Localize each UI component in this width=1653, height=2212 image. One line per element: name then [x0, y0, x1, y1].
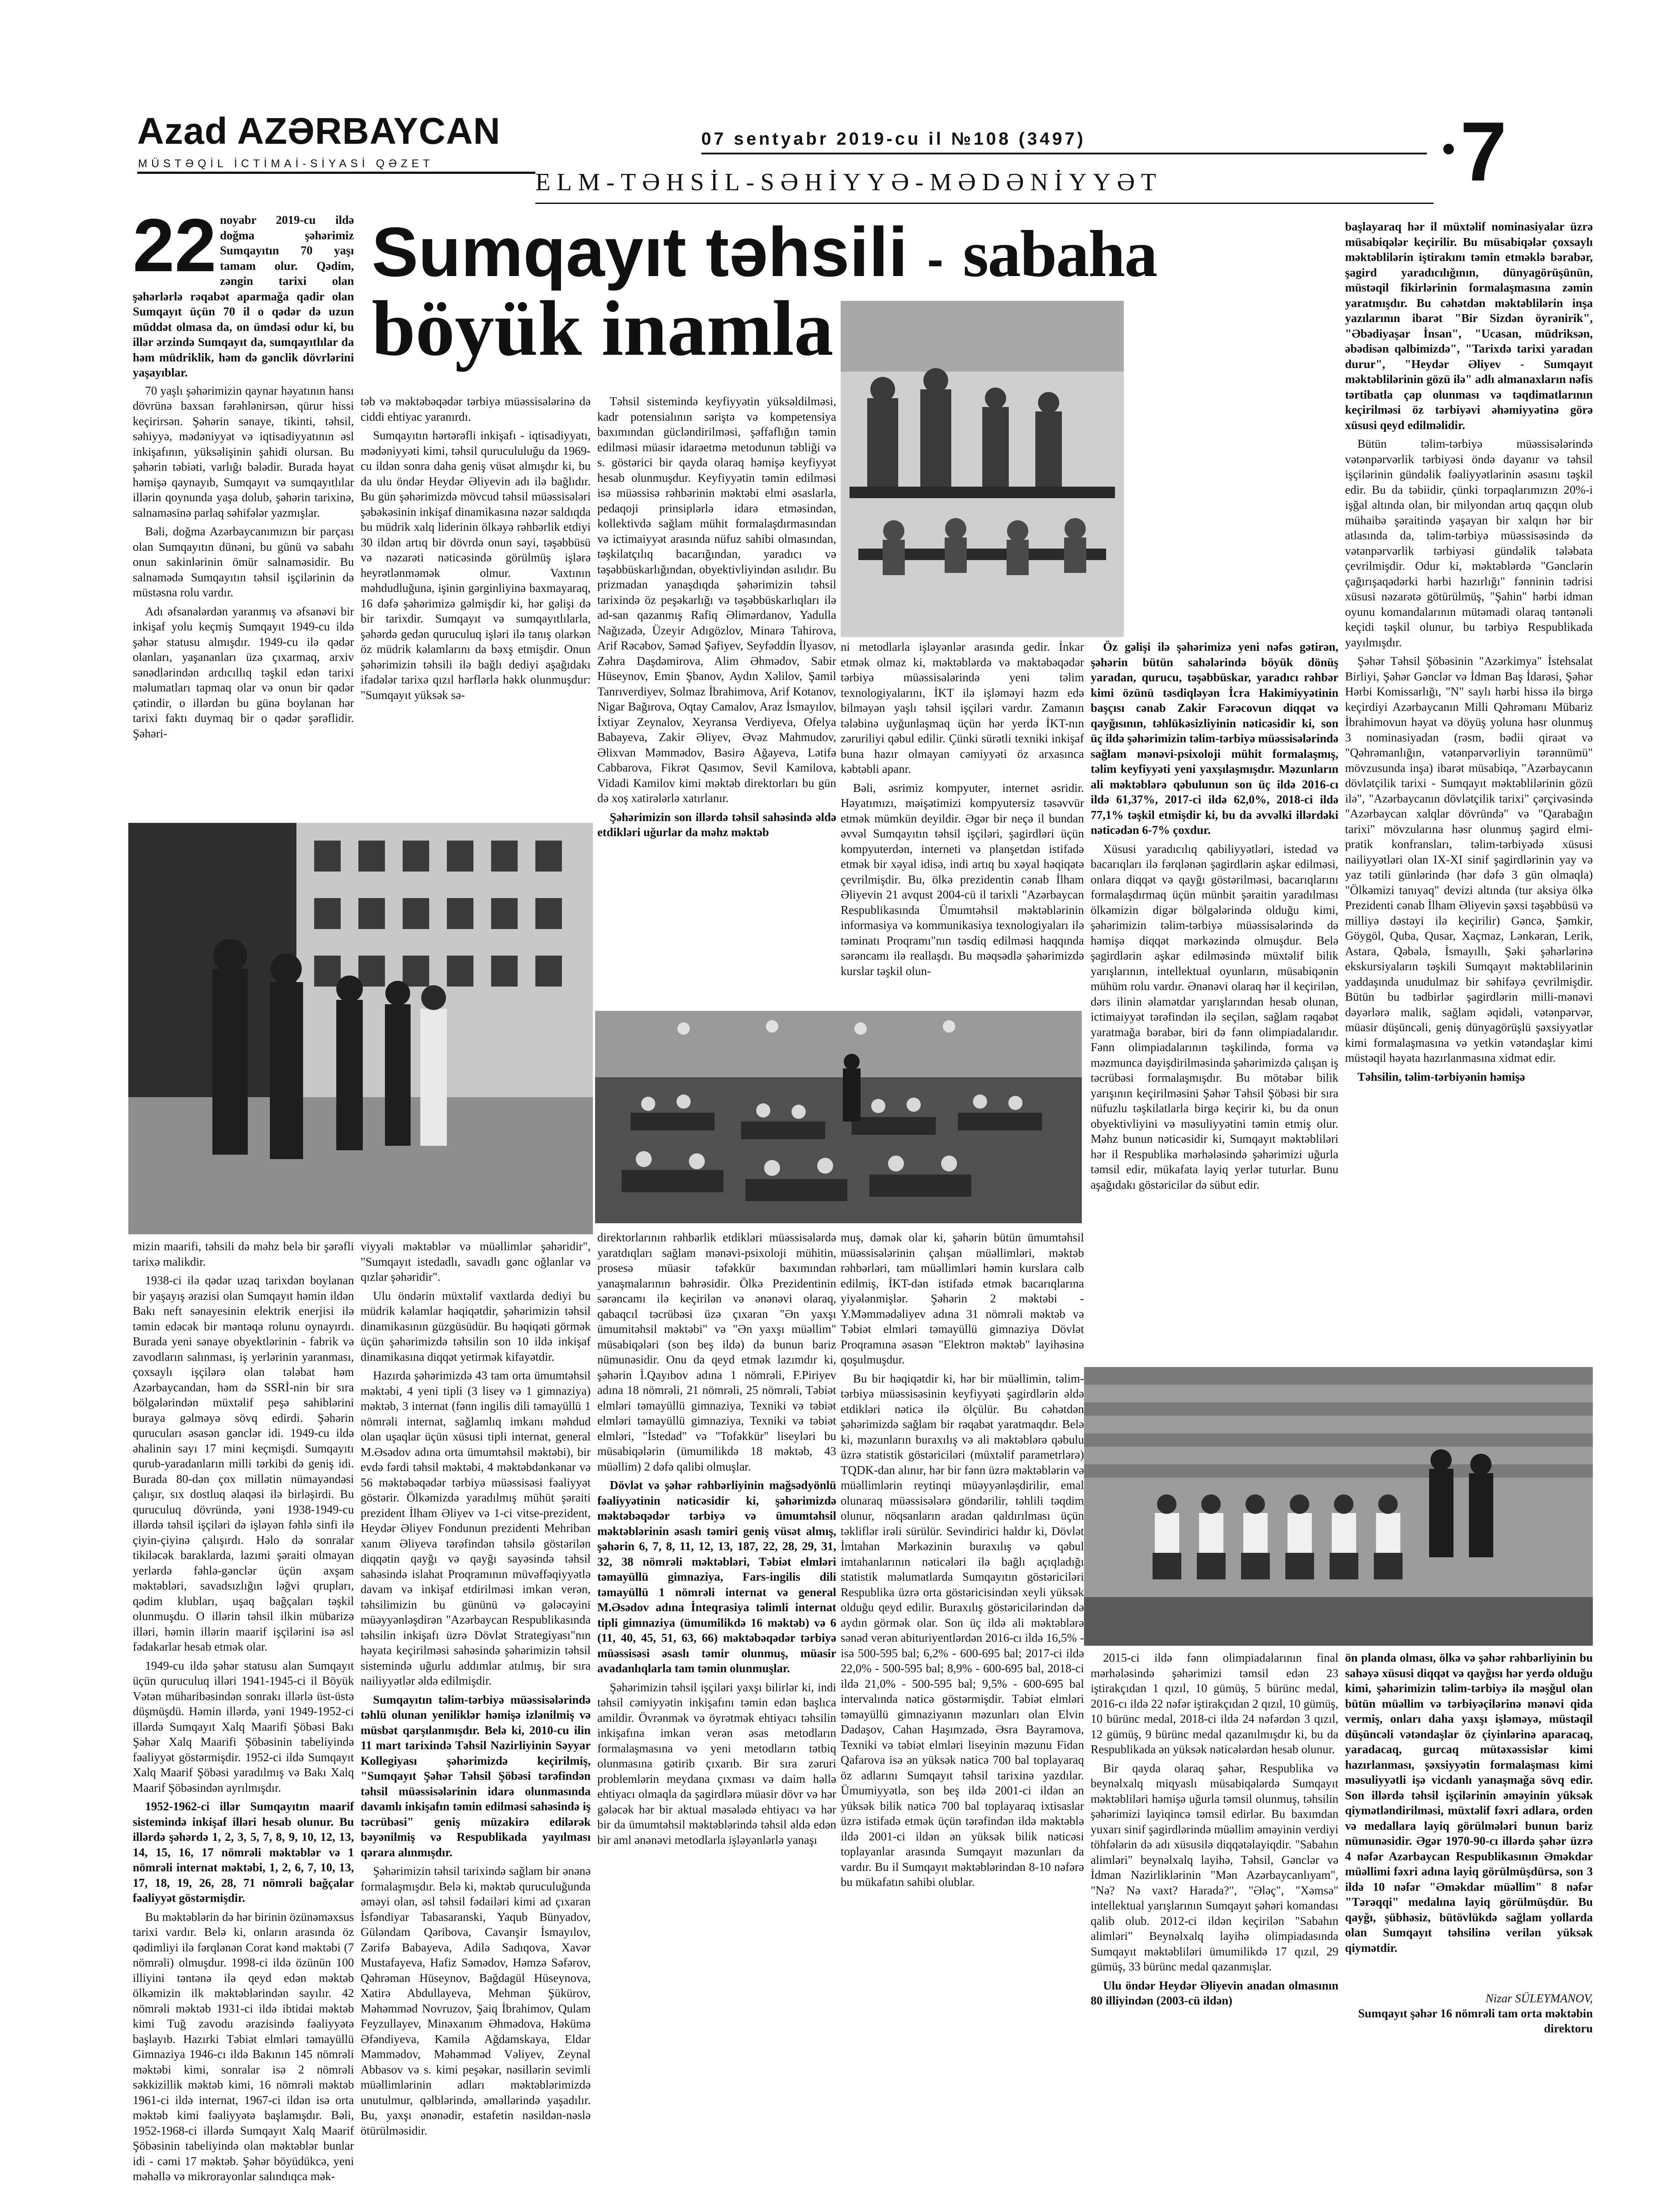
lead-text: noyabr 2019-cu ildə doğma şəhərimiz Sumqayıtın 70 yaşı tamam olur. Qədim, zəngin tarixi olan şəhərlərlə rəqabət aparmağa qadir olan Sumqayıt üçün 70 il o qədər də uzun müddət olmasa da, on ümdəsi odur ki, bu illər ərzində Sumqayıt da, sumqayıtlılar da həm müdriklik, həm də gənclik dövrlərini yaşayıblar.: [133, 213, 354, 379]
col1-bottom-p5: Bu məktəblərin də hər birinin özünəməxsus tarixi vardır. Belə ki, onların arasında öz qədimliyi ilə fərqlənən Corat kənd məktəbi (7 nömrəli) olmuşdur. 1998-ci ildə özünün 100 illiyini təntənə ilə qeyd edən məktəb ölkəmizin ilk məktəblərindən sayılır. 42 nömrəli məktəb 1931-ci ildə ibtidai məktəb kimi Tuğ zavodu ərazisində fəaliyyətə başlayıb. Hazırki Təbiət elmləri təmayüllü Gimnaziya 1946-cı ildə Bakının 145 nömrəli məktəbi kimi, sonralar isə 2 nömrəli səkkizillik məktəb kimi, 16 nömrəli məktəb 1961-ci ildə internat, 1967-ci ildən isə orta məktəb kimi fəaliyyətə başlamışdır. Bəli, 1952-1968-ci illərdə Sumqayıt Xalq Maarif Şöbəsinin tabeliyində olan məktəblər bunlar idi - cəmi 17 məktəb. Şəhər böyüdükcə, yeni məhəllə və mikrorayonlar salındıqca mək-: [133, 1910, 354, 2183]
newspaper-subtitle: MÜSTƏQİL İCTİMAİ-SİYASİ QƏZET: [138, 157, 434, 170]
col3-bottom-p2: Dövlət və şəhər rəhbərliyinin mağsədyönlü fəaliyyətinin nəticəsidir ki, şəhərimizdə məktəbəqədər tərbiyə və ümumtəhsil məktəblərinin əsaslı təmiri geniş vüsət almış, şəhərin 6, 7, 8, 11, 12, 13, 187, 22, 28, 29, 31, 32, 38 nömrəli məktəbləri, Təbiət elmləri təmayüllü gimnaziya, Fars-ingilis dili təmayüllü 1 nömrəli internat və general M.Əsədov adına İnteqrasiya təlimli internat tipli gimnaziya (ümumilikdə 16 məktəb) və 6 (11, 40, 45, 51, 63, 66) məktəbəqədər tərbiyə müəssisəsi əsaslı təmir olunmuş, müasir avadanlıqlarla tam təmin olunmuşlar.: [597, 1479, 836, 1675]
column-5-top: [1091, 639, 1338, 1358]
article-lead: [133, 204, 354, 821]
col1-top-p3: Adı əfsanələrdən yaranmış və əfsanəvi bir inkişaf yolu keçmiş Sumqayıt 1949-cu ildə şəhər statusu almışdır. 1949-cu ilə qədər olanları, yaşananları üzə çıxarmaq, arxiv sənədlərindən ardıcıllıq təşkil edən tarixi məlumatları tapmaq olar və onun bir qədər çətindir, o illərdən bu günə boylanan hər tarixi faktı duymaq bir o qədər şərəflidir. Şəhəri-: [133, 604, 354, 740]
col5-bottom-p3: Ulu öndər Heydər Əliyevin anadan olmasının 80 illiyindən (2003-cü ildən): [1091, 1978, 1338, 2007]
col6-bottom-p1: ön planda olması, ölkə və şəhər rəhbərliyinin bu sahəyə xüsusi diqqət və qayğısı hər yerdə olduğu kimi, şəhərimizin təlim-tərbiyə ilə məşğul olan bütün müəllim və tərbiyəçilərinə mənəvi qida vermiş, onları daha yaxşı işləməyə, müstəqil düşüncəli vətəndaşlar öz çiyinlərinə aparacaq, yaradacaq, gurcaq mütəxəssislər kimi hazırlanması, şəxsiyyətin formalaşması kimi məsuliyyətli işə vicdanlı yanaşmağa sövq edir. Son illərdə təhsil işçilərinin əməyinin yüksək qiymətləndirilməsi, müxtəlif fəxri adlara, orden və medallara layiq görülmələri bunun bariz nümunəsidir. Əgər 1970-90-cı illərdə şəhər üzrə 4 nəfər Azərbaycan Respublikasının Əməkdar müəllimi fəxri adına layiq görülmüşdürsə, son 3 ildə 10 nəfər "Əməkdar müəllim" 8 nəfər "Tərəqqi" medalına layiq görülmüşdür. Bu qayğı, şübhəsiz, bütövlükdə sağlam yollarda olan Sumqayıt təhsilinə verilən yüksək qiymətdir.: [1345, 1651, 1593, 1955]
col1-bottom-p1: mizin maarifi, təhsili də məhz belə bir şərəfli tarixə malikdir.: [133, 1240, 354, 1268]
newspaper-name: Azad AZƏRBAYCAN: [137, 110, 501, 152]
col5-top-p2: Xüsusi yaradıcılıq qabiliyyətləri, istedad və bacarıqları ilə fərqlənən şagirdlərin aşkar edilməsi, onlara diqqət və qayğı göstərilməsi, bacarıqlarını formalaşdırmaq üçün münbit şəraitin yaradılması ölkəmizin digər bölgələrində olduğu kimi, şəhərimizin təlim-tərbiyə müəssisələrində də həmişə diqqət mərkəzində olmuşdur. Belə şagirdlərin aşkar edilməsində müxtəlif bilik yarışlarının, intellektual oyunların, müsabiqənin mühüm rolu vardır. Ənənəvi olaraq hər il keçirilən, dərs ilinin əlamətdar yarışlarından hesab olunan, ictimaiyyət tərəfindən ilə seçilən, sağlam rəqabət yaratmağa bərabər, biri də fənn olimpiadalarıdır. Fənn olimpiadalarının təşkilində, forma və məzmunca dəyişdirilməsində şəhərimizdə çalışan iş təcrübəsi formalaşmışdır. Bu mötəbər bilik yarışının keçirilməsini Şəhər Təhsil Şöbəsi bir sıra nüfuzlu təşkilatlarla birgə keçirir ki, bu da onun obyektivliyini və məsuliyyətini təmin etmiş olur. Məhz bunun nəticəsidir ki, Sumqayıt məktəbliləri hər il Respublika mərhələsində şəhərimizi uğurla təmsil edir, mükafata layiq yerlər tuturlar. Bunu aşağıdakı göstəricilər də sübut edir.: [1091, 842, 1338, 1191]
column-6-bottom: [1345, 1650, 1593, 1986]
col2-bottom-p3: Hazırda şəhərimizdə 43 tam orta ümumtəhsil məktəbi, 4 yeni tipli (3 lisey və 1 gimnaziya) məktəb, 3 internat (fənn ingilis dili təmayüllü 1 nömrəli internat, sağlamlıq imkanı məhdud olan uşaqlar üçün xüsusi tipli internat, general M.Əsədov adına orta ümumtəhsil məktəbi), bir evdə fərdi təhsil məktəbi, 4 məktəbdənkənar və 56 məktəbəqədər tərbiyə müəssisəsi fəaliyyət göstərir. Ölkəmizdə yaradılmış mühüt şəraiti prezident İlham Əliyev və 1-ci vitse-prezident, Heydər Əliyev Fondunun prezidenti Mehriban xanım Əliyeva tərəfindən təhsilə göstərilən diqqətin qayğı və qayğı sayəsində təhsil sahəsində islahat Proqramının müvəffəqiyyətlə davam və inkişaf etdirilməsi imkan verən, təhsilimizin bu gününü və gələcəyini müəyyənləşdirən "Azərbaycan Respublikasında təhsilin inkişafı üzrə Dövlət Strategiyası"nın həyata keçirilməsi sahəsində şəhərimizin təhsil sistemində uğurlu addımlar atılmış, bir sıra nailiyyətlər əldə edilmişdir.: [361, 1369, 591, 1687]
headline-part2: sabaha: [963, 217, 1157, 291]
column-3-bottom: [597, 1230, 836, 2163]
masthead-rule: [137, 172, 535, 174]
col4-bottom-p1: muş, dəmək olar ki, şəhərin bütün ümumtəhsil müəssisələrinin çalışan müəllimləri, məktəb rəhbərləri, tam müəllimləri həmin kurslara cəlb edilmiş, İKT-dən istifadə etmək bacarıqlarına yiyələnmişlər. Şəhərin 2 məktəbi - Y.Məmmədəliyev adına 31 nömrəli məktəb və Təbiət elmləri təmayüllü gimnaziya Dövlət Proqramına əsasən "Elektron məktəb" layihəsinə qoşulmuşdur.: [841, 1231, 1084, 1366]
col2-bottom-p2: Ulu öndərin müxtəlif vaxtlarda dediyi bu müdrik kəlamlar həqiqətdir, şəhərimizin təhsil dinamikasının güzgüsüdür. Bu həqiqəti görmək üçün şəhərimizdə təhsilin son 10 ildə inkişaf dinamikasına diqqət yetirmək kifayətdir.: [361, 1289, 591, 1363]
author-name: Nizar SÜLEYMANOV,: [1485, 1992, 1593, 2005]
col6-top-p2: Bütün təlim-tərbiyə müəssisələrində vətənpərvərlik tərbiyəsi öndə dayanır və təhsil işçilərinin gündəlik fəaliyyətlərinin əsasını təşkil edir. Bu da təbiidir, çünki torpaqlarımızın 20%-i işğal altında olan, bir milyondan artıq qaçqın olub mühaibə şəraitində yaşayan bir xalqın hər bir atlasında da, təlim-tərbiyə müəssisəsində də vətənpərvərlik tərbiyəsi gündəlik tələbata çevrilmişdir. Odur ki, məktəblərdə "Gənclərin çağırışaqədərki hərbi hazırlığı" fənninin tədrisi xüsusi nəzarətə götürülmüş, "Şahin" hərbi idman oyunu komandalarının mütəmadi olaraq təntənəli keçidi təşkil olunur, bu tərbiyə Respublikada yayılmışdır.: [1345, 437, 1593, 649]
col2-bottom-p1: viyyəli məktəblər və müəllimlər şəhəridir", "Sumqayıt istedadlı, savadlı gənc oğlanlar və qızlar şəhəridir".: [361, 1240, 591, 1283]
column-3-top: [597, 394, 836, 839]
col2-top-p1: təb və məktəbəqədər tərbiyə müəssisələrinə də ciddi ehtiyac yaranırdı.: [361, 395, 591, 423]
column-6-top: [1345, 219, 1593, 1360]
col5-top-p1: Öz gəlişi ilə şəhərimizə yeni nəfəs gətirən, şəhərin bütün sahələrində böyük dönüş yaradan, qurucu, təşəbbüskar, yaradıcı rəhbər kimi özünü təsdiqləyən İcra Hakimiyyətinin başçısı cənab Zakir Fərəcovun diqqət və qayğısının, təhlükəsizliyinin nəticəsidir ki, son üç ildə şəhərimizin təlim-tərbiyə müəssisələrində sağlam mənəvi-psixoloji mühit formalaşmış, təlim keyfiyyəti yeni yaxşılaşmışdır. Məzunların ali məktəblərə qəbulunun son üç ildə 2016-cı ildə 61,37%, 2017-ci ildə 62,0%, 2018-ci ildə 77,1% təşkil etmişdir ki, bu da əvvəlki illərdəki nəticədən 6-7% çoxdur.: [1091, 640, 1338, 837]
headline-dash: -: [927, 232, 944, 287]
date-rule: [701, 153, 1427, 154]
issue-date: 07 sentyabr 2019-cu il №108 (3497): [701, 129, 1086, 149]
headline-line2: böyük inamla: [372, 284, 834, 372]
sections-rule: [535, 203, 1434, 204]
photo-classroom: [841, 301, 1124, 637]
lead-dropcap: 22: [133, 204, 217, 288]
column-5-bottom: [1091, 1650, 1338, 2163]
author-signature: [1345, 1991, 1593, 2036]
col6-top-p3: Şəhər Təhsil Şöbəsinin "Azərkimya" İstehsalat Birliyi, Şəhər Gənclər və İdman Baş İdarəsi, Şəhər Hərbi Komissarlığı, "N" saylı hərbi hissə ilə birgə keçirdiyi Azərbaycanın Milli Qəhrəmanı Mübariz İbrahimovun həyat və döyüş yoluna həsr olunmuş 3 nominasiyadan (rəsm, bədii qiraət və "Qəhrəmanlığın, vətənpərvərliyin tərənnümü" mövzusunda inşa) ibarət müsabiqə, "Azərbaycanın dövlətçilik tarixi - Sumqayıt məktəblilərinin gözü ilə", "Azərbaycanın dövlətçilik tarixi" çərçivəsində "Azərbaycan xalqlar dövründə" və "Qarabağın tarixi" mövzularına həsr olunmuş şagird elmi-pratik konfransları, təlim-tərbiyədə xüsusi nailiyyətləri olan IX-XI sinif şagirdlərinin yay və yaz tətili günlərində (hər dəfə 3 gün olmaqla) "Ölkəmizi tanıyaq" devizi altında (tur aksiya ölkə Prezidenti cənab İlham Əliyevin şəxsi təşəbbüsü və milliyə dəstəyi ilə keçirilir) Gəncə, Şəmkir, Göygöl, Quba, Qusar, Xaçmaz, Lənkəran, Lerik, Astara, Qəbələ, İsmayıllı, Şəki şəhərlərinə ekskursiyaların təşkili Sumqayıt məktəblilərinin yaddaşında unudulmaz bir səhifəyə çevrilmişdir. Bütün bu tədbirlər şagirdlərin milli-mənəvi dəyərlərə malik, sağlam əqidəli, vətənpərvər, müasir düşüncəli, geniş dünyagörüşlü şəxsiyyətlər kimi formalaşmasına və yetkin vətəndaşlar kimi müstəqil həyata hazırlanmasına xidmət edir.: [1345, 654, 1593, 1064]
column-4-top: [841, 639, 1084, 1006]
col2-bottom-p5: Şəhərimizin təhsil tarixində sağlam bir ənənə formalaşmışdır. Belə ki, məktəb quruculuğunda əməyi olan, əsl təhsil fədailəri kimi ad çıxaran İsfəndiyar Tabasaranski, Yaqub Bünyadov, Güləndam Qəribova, Cavanşir İsmayılov, Zərifə Babayeva, Adilə Sadıqova, Xavər Mustafayeva, Hafiz Səmədov, Həmzə Səfərov, Qəhrəman Hüseynov, Bağdagül Hüseynova, Xatirə Abdullayeva, Mehman Şükürov, Məhəmməd Novruzov, Şaiq İbrahimov, Qulam Feyzullayev, Minəxanım Əhmədova, Həkümə Əfəndiyeva, Kamilə Ağdamskaya, Eldar Məmmədov, Məhəmməd Vəliyev, Zeynal Abbasov və s. kimi peşəkar, nəsillərin sevimli müəllimlərinin adları məktəblərimizdə unutulmur, qəlblərində, əməllərində yaşadılır. Bu, yaxşı ənənədir, estafetin nəsildən-nəslə ötürülməsidir.: [361, 1864, 591, 2137]
col2-bottom-p4: Sumqayıtın təlim-tərbiyə müəssisələrində təhlü olunan yeniliklər həmişə izlənilmiş və müsbət qarşılanmışdır. Belə ki, 2010-cu ilin 11 mart tarixində Təhsil Nazirliyinin Səyyar Kollegiyası şəhərimizdə keçirilmiş, "Sumqayıt Şəhər Təhsil Şöbəsi tərəfindən təhsil müəssisələrinin idarə olunmasında davamlı inkişafın təmin edilməsi sahəsində iş təcrübəsi" geniş müzakirə edilərək bəyənilmiş və Respublikada yayılması qərara alınmışdır.: [361, 1693, 591, 1859]
col6-top-p1: başlayaraq hər il müxtəlif nominasiyalar üzrə müsabiqələr keçirilir. Bu müsabiqələr çoxsaylı məktəblilərin iştirakını təmin etməklə bərabər, şagird yaradıcılığının, dünyagörüşünün, müstəqil fikirlərinin formalaşmasına zəmin yaratmışdır. Bu cəhətdən məktəblilərin inşa yazılarının ibarət "Bir Sizdən öyrənirik", "Əbədiyaşar İnsan", "Ucasan, müdriksən, əbədisən qəlbimizdə", "Tarixdə tarixi yaradan durur", "Heydər Əliyev - Sumqayıt məktəblilərinin gözü ilə" adlı almanaxların nəfis tərtibatla çap olunması və təqdimatlarının keçirilməsi öz tərbiyəvi əhəmiyyətinə görə xüsusi qeyd edilməlidir.: [1345, 220, 1593, 432]
col4-top-p1: ni metodlarla işləyənlər arasında gedir. İnkar etmək olmaz ki, məktəblərdə və məktəbəqədər tərbiyə müəssisələrində yeni təlim texnologiyalarını, İKT ilə işləməyi həzm edə bilməyən yaşlı təhsil işçiləri vardır. Zamanın tələbinə uyğunlaşmaq üçün hər yerdə İKT-nın zəruriliyi qəbul edilir. Çünki sürətli texniki inkişaf buna hazır olmayan cəmiyyəti öz arxasınca kəbtəbli apanr.: [841, 640, 1084, 776]
col5-bottom-p1: 2015-ci ildə fənn olimpiadalarının final mərhələsində şəhərimizi təmsil edən 23 iştirakçıdan 1 qızıl, 10 gümüş, 5 bürünc medal, 2016-cı ildə 22 nəfər iştirakçıdan 2 qızıl, 10 gümüş, 10 bürünc medal, 2018-ci ildə 24 nəfərdən 3 qızıl, 12 gümüş, 9 bürünc medal qazanılmışdır ki, bu da Respublikada ən yüksək nəticələrdən hesab olunur.: [1091, 1651, 1338, 1756]
page-number: 7: [1460, 105, 1507, 199]
column-2-bottom: [361, 1239, 591, 2163]
col1-top-p1: 70 yaşlı şəhərimizin qaynar həyatının hansı dövrünə baxsan fərəhlənirsən, qürur hissi keçirirsən. Şəhərin sənaye, tikinti, təhsil, səhiyyə, mədəniyyət və iqtisadiyyatının əsl inkişafının, yüksəlişinin şahidi olursan. Bu şəhərin təbiəti, varlığı bələdir. Burada həyat həmişə qaynayıb, Sumqayıt və sumqayıtlılar illərin qoynunda yaşa dolub, şəhərin tarixinə, salnaməsinə parlaq səhifələr yazmışlar.: [133, 384, 354, 519]
col1-bottom-p3: 1949-cu ildə şəhər statusu alan Sumqayıt üçün quruculuq illəri 1941-1945-ci il Böyük Vətən müharibəsindən sonrakı illərlə üst-üstə düşmüşdü. Həmin illərdə, yəni 1949-1952-ci illərdə Sumqayıt Xalq Maarifi Şöbəsi Bakı Şəhər Xalq Maarifi Şöbəsinin tabeliyində fəaliyyət göstərmişdir. 1952-ci ildə Sumqayıt Xalq Maarif Şöbəsi yaradılmış və Bakı Xalq Maarif Şöbəsindən ayrılmışdır.: [133, 1659, 354, 1794]
photo-event-hall: [595, 1011, 1082, 1223]
col4-top-p2: Bəli, əsrimiz kompyuter, internet əsridir. Həyatımızı, məişətimizi kompyutersiz təsəvvür etmək mümkün deyildir. Əgər bir neçə il bundan əvvəl Sumqayıtın təhsil işçiləri, şagirdləri üçün kompyuterdən, interneti və planşetdən istifadə etmək bir xəyal idisə, indi artıq bu xəyal həqiqətə çevrilmişdir. Bu, ölkə prezidentin cənab İlham Əliyevin 21 avqust 2004-cü il tarixli "Azərbaycan Respublikasında Ümumtəhsil məktəblərinin informasiya və kommunikasiya texnologiyaları ilə təminatı Proqramı"nın təsdiq edilməsi haqqında sərəncamı ilə reallaşdı. Bu məqsədlə şəhərimizdə kurslar təşkil olun-: [841, 781, 1084, 978]
col1-bottom-p4: 1952-1962-ci illər Sumqayıtın maarif sistemində inkişaf illəri hesab olunur. Bu illərdə şəhərdə 1, 2, 3, 5, 7, 8, 9, 10, 12, 13, 14, 15, 16, 17 nömrəli məktəblər və 1 nömrəli internat məktəbi, 1, 2, 6, 7, 10, 13, 17, 18, 19, 26, 28, 71 nömrəli bağçalar fəaliyyət göstərmişdir.: [133, 1800, 354, 1905]
author-title: Sumqayıt şəhər 16 nömrəli tam orta məktəbin direktoru: [1358, 2007, 1593, 2035]
column-1-bottom: [133, 1239, 354, 2183]
section-title: ELM-TƏHSİL-SƏHİYYƏ-MƏDƏNİYYƏT: [535, 169, 1162, 196]
col1-top-p2: Bəli, doğma Azərbaycanımızın bir parçası olan Sumqayıtın dünəni, bu günü və sabahı onun sakinlərinin ömür salnaməsidir. Bu salnamədə Sumqayıtın təhsil işçilərinin də müstəsna rolu vardır.: [133, 525, 354, 599]
col3-bottom-p3: Şəhərimizin təhsil işçiləri yaxşı bilirlər ki, indi təhsil cəmiyyətin inkişafını təmin edən başlıca amildir. Övrənmək və öyrətmək ehtiyacı təhsilin inkişafına imkan verən əsas metodların formalaşmasına və yeni metodların tətbiq olunmasına gətirib çıxarıb. Bir sıra zəruri problemlərin meydana çıxması və daim həllə ehtiyacı olmaqla da şagirdlərə müasir dövr və hər gələcək hər bir aktual məsələdə ehtiyacı və hər bir da ümumtəhsil məktəblərində təhsil əldə edən bir aml ənənəvi metodlarla işləyənlərlə yanaşı: [597, 1680, 836, 1847]
col3-top-p1: Təhsil sistemində keyfiyyətin yüksəldilməsi, kadr potensialının səriştə və kompetensiya baxımından gücləndirilməsi, şəffaflığın təmin edilməsi müasir idarəetmə metodunun təbliği və s. göstərici bir qayda olaraq həmişə keyfiyyət hesab olunmuşdur. Keyfiyyətin təmin edilməsi isə müəssisə rəhbərinin məktəbi elmi əsaslarla, pedaqoji prinsiplərlə idarə etməsindən, kollektivdə sağlam mühit formalaşdırmasından və ictimaiyyət arasında nüfuz sahibi olmasından, təşkilatçılıq bacarığından, yaradıcı və təşəbbüskarlığından, obyektivliyindən asılıdır. Bu prizmadan yanaşdıqda şəhərimizin təhsil tarixində öz peşəkarlığı və təşəbbüskarlıqları ilə ad-san qazanmış Rafiq Əlimərdanov, Yadulla Nağızadə, Üzeyir Adıgözlov, Minarə Tahirova, Arif Rəcəbov, Səməd Şəfiyev, Seyfəddin İlyasov, Zəhra Daşdəmirova, Alim Əhmədov, Sabir Hüseynov, Emin Şbanov, Aydın Xəlilov, Şamil Tanrıverdiyev, Solmaz İbrahimova, Arif Kotanov, Nigar Bağırova, Oqtay Camalov, Araz İsmayılov, İxtiyar Zeynalov, Xeyransa Verdiyeva, Ofelya Babayeva, Zakir Əliyev, Əvəz Mahmudov, Əlixvan Məmmədov, Bəsirə Ağayeva, Lətifə Cabbarova, Fikrət Qasımov, Sevil Kamilova, Vidadi Kamilov kimi məktəb direktorları bu gün də xoş xatirələrlə xatırlanır.: [597, 395, 836, 805]
col1-bottom-p2: 1938-ci ilə qədər uzaq tarixdən boylanan bir yaşayış ərazisi olan Sumqayıt həmin ildən Bakı neft sənayesinin elektrik enerjisi ilə təmin edəcək bir məntəqə rolunu oynayırdı. Burada yeni sənaye obyektlərinin - fabrik və zavodların salınması, iş yerlərinin yaranması, çoxsaylı işçilərə olan tələbat həm Azərbaycandan, həm də SSRİ-nin bir sıra bölgələrindən müxtəlif peşə sahiblərini buraya gəlməyə sövq edirdi. Şəhərin qurucuları əsasən gənclər idi. 1949-cu ildə əhalinin sayı 17 mini keçmişdi. Sumqayıtı qurub-yaradanların milli tərkibi də geniş idi. Burada 80-dən çox millətin nümayəndəsi çalışır, sıx dostluq əlaqəsi ilə birləşirdi. Bu quruculuq dövründə, yəni 1938-1949-cu illərdə təhsil işçiləri də işləyən fəhlə sinfi ilə çiyin-çiyinə çalışırdı. Həlo də sonralar tikiləcək baraklarda, lazımi şəraiti olmayan yerlərdə fəhlə-gənclər üçün axşam məktəbləri, savadsızlığın ləğvi qrupları, qədim klubları, uşaq bağçaları təşkil olunmuşdu. O illərin təhsil ilkin mübarizə illəri, həmin illərin maarif işçilərini isə əsl fədakarlar hesab etmək olar.: [133, 1274, 354, 1653]
col6-top-p4: Təhsilin, təlim-tərbiyənin həmişə: [1357, 1070, 1525, 1083]
column-2-top: [361, 394, 591, 816]
col3-bottom-p1: direktorlarının rəhbərlik etdikləri müəssisələrdə yaratdıqları sağlam mənəvi-psixoloji mühitin, prosesə müasir təfəkkür baxımından yanaşmalarının bəhrəsidir. Ölkə Prezidentinin sərəncamı ilə keçirilən və ənənəvi olaraq, qabaqcıl təcrübəsi üzə çıxaran "Ən yaxşı ümumitəhsil məktəbi" və "Ən yaxşı müəllim" müsabiqələri (son beş ildə) də bunun bariz nümunəsidir. Onu da qeyd etmək lazımdır ki, şəhərin İ.Qayıbov adına 1 nömrəli, F.Piriyev adına 18 nömrəli, 21 nömrəli, 25 nömrəli, Təbiət elmləri təmayüllü gimnaziya, Texniki və təbiət elmləri təmayüllü gimnaziya, Texniki və təbiət elmləri, "İstedad" və "Tofəkkür" liseyləri bu müsabiqələrin (ümumilikdə 18 məktəb, 43 müəllim) 2 dəfə qalibi olmuşlar.: [597, 1231, 836, 1473]
page-dot: [1443, 144, 1454, 154]
photo-walking-officials: [128, 823, 593, 1234]
col2-top-p2: Sumqayıtın hərtərəfli inkişafı - iqtisadiyyatı, mədəniyyəti kimi, təhsil qurucululuğu da 1969-cu ildən sonra daha geniş vüsət almışdır ki, bu da ulu öndər Heydər Əliyevin adı ilə bağlıdır. Bu gün şəhərimizdə mövcud təhsil müəssisələri şəbəkəsinin inkişaf dinamikasına nəzər saldıqda bu müdrik xalq liderinin ölkəyə rəhbərlik etdiyi 30 ildən artıq bir dövrdə onun səyi, təşəbbüsü və nəzarəti nəticəsində görülmüş işlərə heyrətlənməmək olmur. Vaxtının məhdudluğuna, işinin gərginliyinə baxmayaraq, 16 dəfə şəhərimizə gəlmişdir ki, hər gəlişi də bir tarixdir. Sumqayıt və sumqayıtlılarla, şəhərdə gedən quruculuq işləri ilə tanış olarkən öz müdrik kəlamlarını da bəxş etmişdir. Onun şəhərimizin təhsili ilə bağlı dediyi aşağıdakı ifadələr tarixə qızıl hərflərlə həkk olunmuşdur: "Sumqayıt yüksək sə-: [361, 429, 591, 702]
col4-bottom-p2: Bu bir həqiqətdir ki, hər bir müəllimin, təlim-tərbiyə müəssisəsinin keyfiyyəti şagirdlərin əldə etdikləri nəticə ilə ölçülür. Bu cəhətdən şəhərimizdə sağlam bir rəqabət yaratmaqdır. Belə ki, məzunların buraxılış və ali məktəblərə qəbulu üzrə statistik göstəriciləri (müxtəlif parametrlərə) TQDK-dan alınır, hər bir fənn üzrə məktəblərin və müəllimlərin reytinqi müəyyənləşdirilir, emal olunaraq müəssisələrə göndərilir, təhlili təqdim olunur, nöqsanların aradan qaldırılması üçün təkliflər irəli sürülür. Sevindirici haldır ki, Dövlət İmtahan Mərkəzinin buraxılış və qəbul imtahanlarının nəticələri ilə bağlı açıqladığı statistik məlumatlarda Sumqayıtın göstəriciləri Respublika üzrə orta göstəricisindən xeyli yüksək olduğu qeyd edilir. Buraxılış göstəricilərindən də aydın görmək olar. Son üç ildə ali məktəblərə sənəd verən abituriyentlərdən 2016-cı ildə 16,5% - isə 500-595 bal; 6,2% - 600-695 bal; 2017-ci ildə 22,0% - 500-595 bal; 8,9% - 600-695 bal, 2018-ci ildə 21,0% - 500-595 bal; 9,5% - 600-695 bal intervalında nəticə göstərmişdir. Təbiət elmləri təmayüllü gimnaziyanın məzunları olan Elvin Dadaşov, Cahan Haşımzadə, Əsra Bayramova, Texniki və təbiət elmləri liseyinin məzunu Fidan Qafarova isə ən yüksək nəticə 700 bal toplayaraq öz adlarını Sumqayıt təhsil tarixinə yazdılar. Ümumiyyətlə, son beş ildə 2001-ci ildən ən yüksək bilik nəticə 700 bal toplayaraq ixtisaslar üzrə istifadə etmək üçün tərəfindən ildə məktəblə ildə 2001-ci ildən ən yüksək bilik nəticəsi toplayanlar arasında Sumqayıt məzunları da vardır. Bu il Sumqayıt məktəblərindən 8-10 nəfərə bu mükafatın sahibi olublar.: [841, 1371, 1084, 1889]
col3-top-p2: Şəhərimizin son illərdə təhsil sahəsində əldə etdikləri uğurlar da məhz məktəb: [597, 810, 836, 839]
column-4-bottom: [841, 1230, 1084, 2163]
col5-bottom-p2: Bir qayda olaraq şəhər, Respublika və beynəlxalq miqyaslı müsabiqələrdə Sumqayıt məktəbliləri həmişə uğurla təmsil olunmuş, təhsilin şəhərimizi layiqincə təmsil edirlər. Bu baxımdan yuxarı sinif şagirdlərində müəllim əməyinin verdiyi töhfələrin də adı xüsusilə diqqətəlayiqdir. "Sabahın alimləri" beynəlxalq layihə, Təhsil, Gənclər və İdman Nazirliklərinin "Mən Azərbaycanlıyam", "Nə? Nə vaxt? Harada?", "Ələç", "Xəmsə" intellektual yarışlarının Sumqayıt şəhəri komandası qalib olub. 2012-ci ildən keçirilən "Sabahın alimləri" Beynəlxalq layihə olimpiadasında Sumqayıt məktəbliləri ümumilikdə 17 qızıl, 29 gümüş, 33 bürünc medal qazanmışlar.: [1091, 1761, 1338, 1973]
headline-part1: Sumqayıt təhsili: [372, 213, 908, 291]
photo-children-stairs: [1084, 1367, 1593, 1646]
